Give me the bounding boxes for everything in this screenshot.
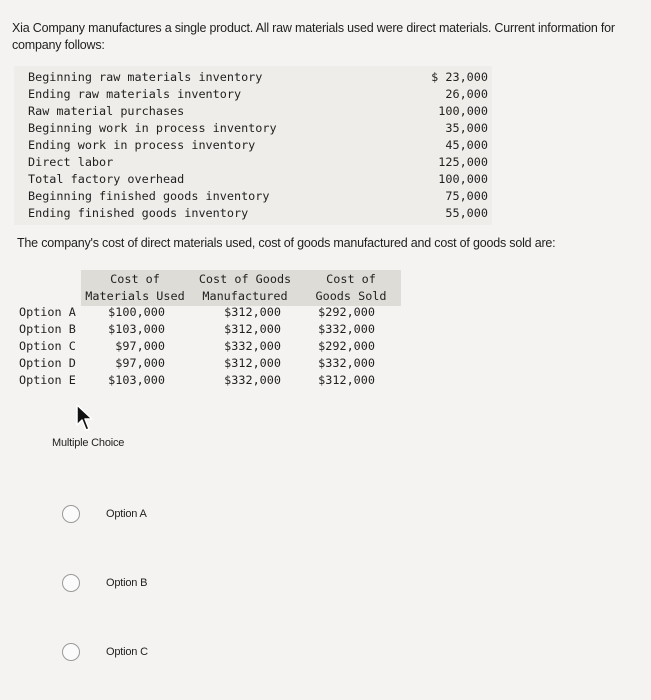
info-label: Beginning work in process inventory xyxy=(28,120,277,135)
materials-cell: $100,000 xyxy=(108,305,165,319)
info-value: 26,000 xyxy=(445,86,488,101)
sold-cell: $292,000 xyxy=(318,305,375,319)
header-line: Manufactured xyxy=(202,289,288,303)
info-value: 100,000 xyxy=(438,171,488,186)
option-label: Option D xyxy=(19,356,76,370)
choice-label: Option C xyxy=(106,646,148,658)
choice-label: Option A xyxy=(106,508,147,520)
manufactured-cell: $332,000 xyxy=(224,373,281,387)
info-row xyxy=(14,187,492,204)
header-line: Cost of xyxy=(110,272,160,286)
option-label: Option B xyxy=(19,322,76,336)
header-line: Cost of xyxy=(326,272,376,286)
sold-cell: $312,000 xyxy=(318,373,375,387)
info-value: 125,000 xyxy=(438,154,488,169)
header-materials-used xyxy=(81,271,189,305)
info-value: 45,000 xyxy=(445,137,488,152)
info-label: Ending raw materials inventory xyxy=(28,86,242,101)
multiple-choice-label: Multiple Choice xyxy=(52,437,125,449)
info-row xyxy=(14,170,492,187)
info-value: $ 23,000 xyxy=(431,69,488,84)
info-label: Raw material purchases xyxy=(28,103,185,118)
choice-option-b[interactable] xyxy=(62,574,147,592)
info-label: Ending work in process inventory xyxy=(28,137,256,152)
info-row xyxy=(14,136,492,153)
table-row xyxy=(17,372,401,389)
info-row xyxy=(14,204,492,221)
info-row xyxy=(14,119,492,136)
materials-cell: $97,000 xyxy=(115,339,165,353)
manufactured-cell: $332,000 xyxy=(224,339,281,353)
radio-button[interactable] xyxy=(62,574,80,592)
intro-text: Xia Company manufactures a single product. All raw materials used were direct materials. Current information for company follows: xyxy=(12,21,615,52)
option-label: Option C xyxy=(19,339,76,353)
manufactured-cell: $312,000 xyxy=(224,305,281,319)
info-label: Total factory overhead xyxy=(28,171,185,186)
mouse-cursor-icon xyxy=(75,403,97,433)
info-label: Direct labor xyxy=(28,154,114,169)
materials-cell: $103,000 xyxy=(108,322,165,336)
table-row xyxy=(17,321,401,338)
manufactured-cell: $312,000 xyxy=(224,322,281,336)
info-value: 100,000 xyxy=(438,103,488,118)
sold-cell: $332,000 xyxy=(318,356,375,370)
inventory-info-table xyxy=(14,66,492,225)
info-row xyxy=(14,153,492,170)
sold-cell: $332,000 xyxy=(318,322,375,336)
sold-cell: $292,000 xyxy=(318,339,375,353)
info-value: 75,000 xyxy=(445,188,488,203)
materials-cell: $103,000 xyxy=(108,373,165,387)
header-goods-sold xyxy=(309,271,393,305)
manufactured-cell: $312,000 xyxy=(224,356,281,370)
info-label: Ending finished goods inventory xyxy=(28,205,249,220)
option-label: Option A xyxy=(19,305,76,319)
header-goods-manufactured xyxy=(197,271,293,305)
radio-button[interactable] xyxy=(62,643,80,661)
info-row xyxy=(14,68,492,85)
choice-option-c[interactable] xyxy=(62,643,148,661)
materials-cell: $97,000 xyxy=(115,356,165,370)
question-text: The company's cost of direct materials used, cost of goods manufactured and cost of goods sold are: xyxy=(17,236,556,250)
header-line: Materials Used xyxy=(85,289,185,303)
info-value: 55,000 xyxy=(445,205,488,220)
header-line: Goods Sold xyxy=(315,289,387,303)
info-label: Beginning finished goods inventory xyxy=(28,188,270,203)
radio-button[interactable] xyxy=(62,505,80,523)
info-row xyxy=(14,102,492,119)
info-label: Beginning raw materials inventory xyxy=(28,69,263,84)
info-row xyxy=(14,85,492,102)
option-label: Option E xyxy=(19,373,76,387)
table-row xyxy=(17,338,401,355)
choice-label: Option B xyxy=(106,577,148,589)
table-row xyxy=(17,355,401,372)
table-row xyxy=(17,304,401,321)
choice-option-a[interactable] xyxy=(62,505,147,523)
info-value: 35,000 xyxy=(445,120,488,135)
header-line: Cost of Goods xyxy=(198,272,292,286)
